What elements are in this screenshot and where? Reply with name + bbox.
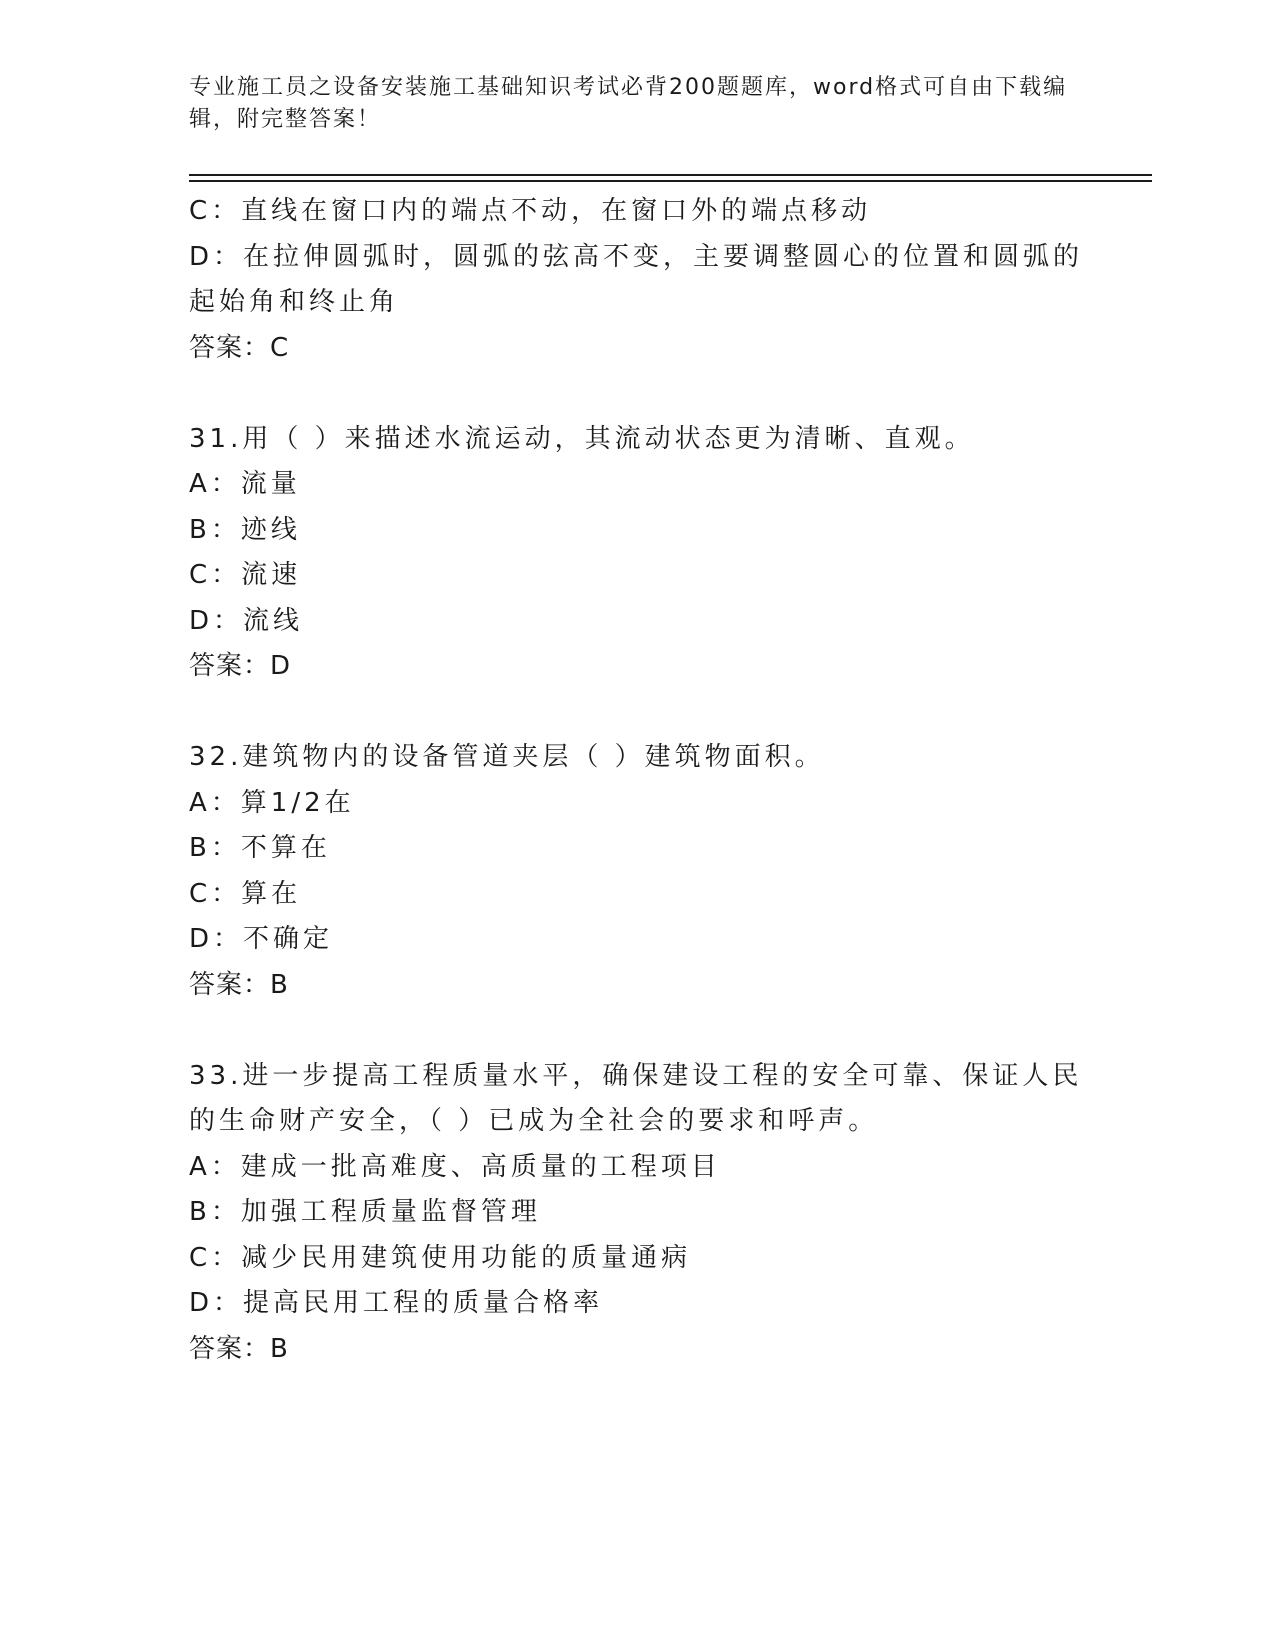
option-d: D：流线 (189, 605, 304, 636)
option-c: C：减少民用建筑使用功能的质量通病 (189, 1242, 692, 1273)
question-prev (189, 189, 1089, 371)
question-list (189, 189, 1089, 1372)
header-divider-bottom (189, 180, 1152, 182)
option-d: D：不确定 (189, 924, 334, 954)
document-header: 专业施工员之设备安装施工基础知识考试必背200题题库，word格式可自由下载编辑，附完整答案！ (189, 75, 1068, 132)
answer: 答案：D (189, 651, 292, 681)
option-a: A：流量 (189, 469, 301, 499)
question-stem: 31.用（ ）来描述水流运动，其流动状态更为清晰、直观。 (189, 423, 975, 454)
option-b: B：不算在 (189, 833, 331, 863)
question-31 (189, 417, 1089, 690)
option-c: C：流速 (189, 560, 302, 590)
option-b: B：迹线 (189, 514, 301, 545)
option-d: D：提高民用工程的质量合格率 (189, 1288, 604, 1318)
answer: 答案：C (189, 332, 290, 363)
header-divider-top (189, 174, 1152, 176)
option-a: A：建成一批高难度、高质量的工程项目 (189, 1151, 721, 1182)
question-stem: 33.进一步提高工程质量水平，确保建设工程的安全可靠、保证人民的生命财产安全，（ ）已成为全社会的要求和呼声。 (189, 1060, 1083, 1136)
question-33 (189, 1054, 1089, 1373)
question-32 (189, 735, 1089, 1008)
answer: 答案：B (189, 1333, 289, 1364)
option-d: D：在拉伸圆弧时，圆弧的弦高不变，主要调整圆心的位置和圆弧的起始角和终止角 (189, 241, 1084, 317)
answer: 答案：B (189, 969, 289, 1000)
option-c: C：算在 (189, 878, 302, 909)
option-b: B：加强工程质量监督管理 (189, 1197, 541, 1227)
option-a: A：算1/2在 (189, 787, 355, 818)
option-c: C：直线在窗口内的端点不动，在窗口外的端点移动 (189, 196, 872, 226)
question-stem: 32.建筑物内的设备管道夹层（ ）建筑物面积。 (189, 742, 825, 772)
